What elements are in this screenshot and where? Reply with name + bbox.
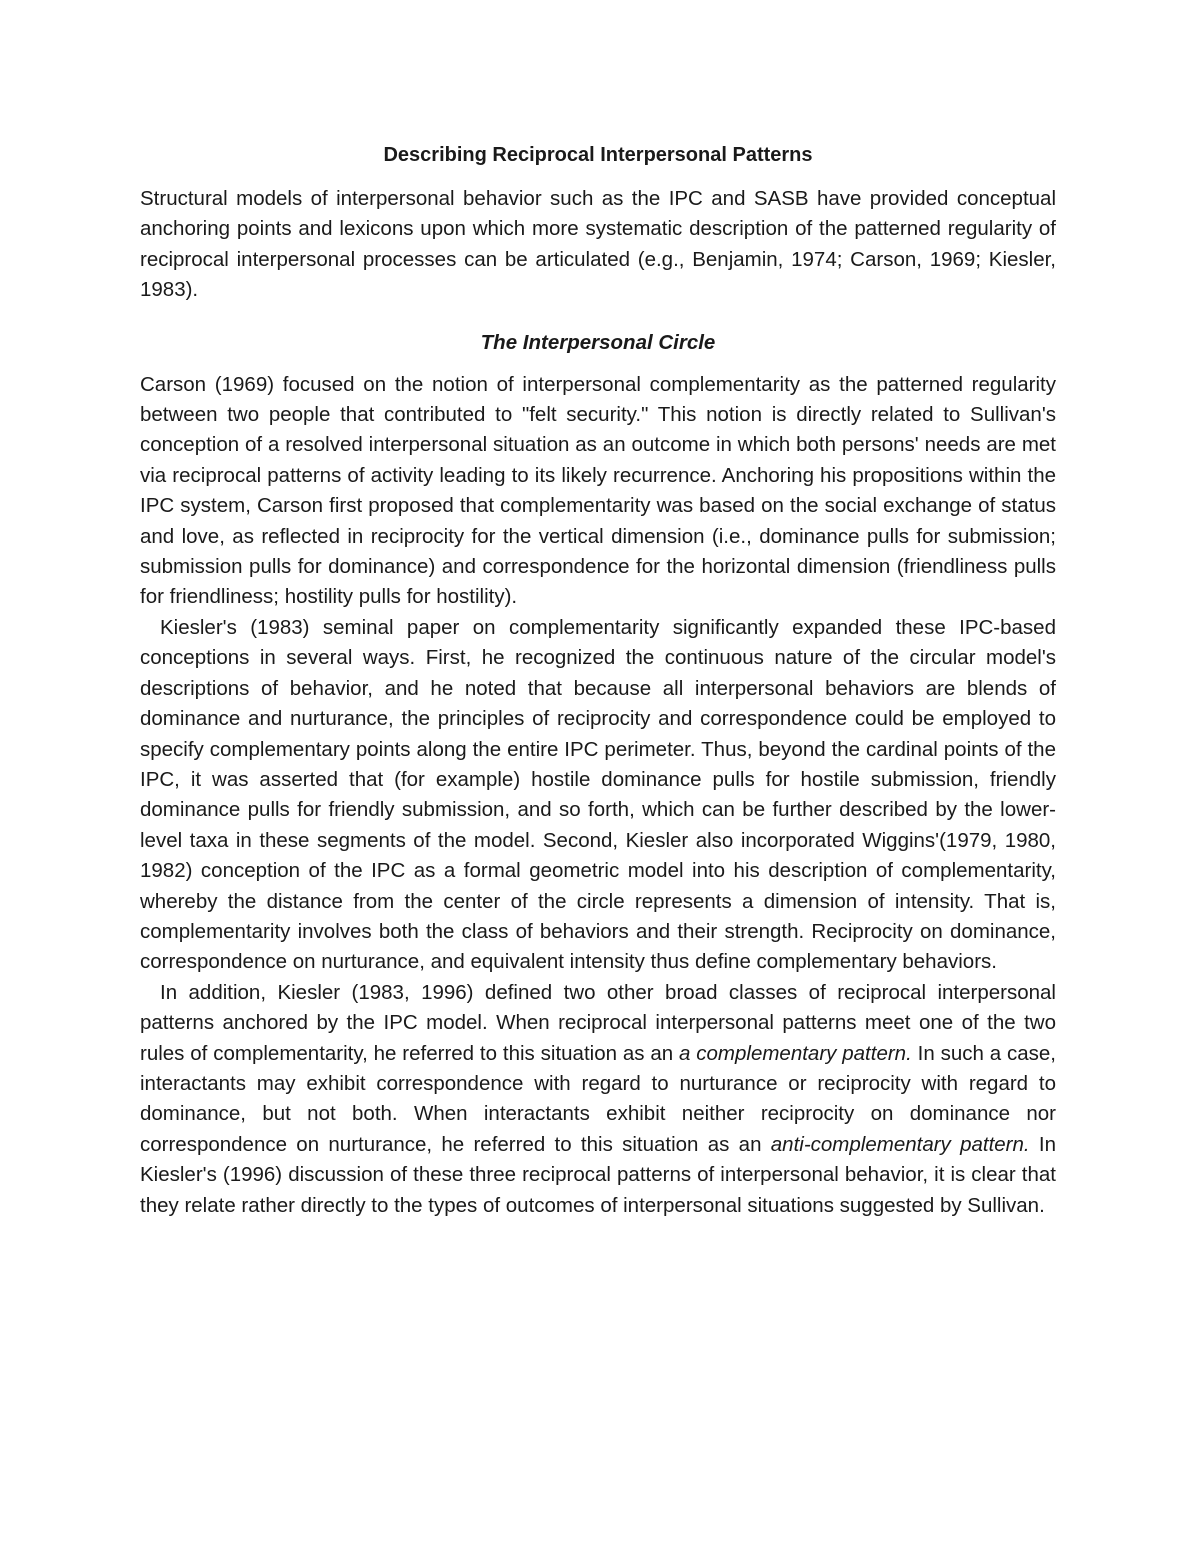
intro-paragraph: Structural models of interpersonal behavior such as the IPC and SASB have provided conceptual anchoring points and lexicons upon which more systematic description of the patterned regularity of reciprocal interpersonal processes can be articulated (e.g., Benjamin, 1974; Carson, 1969; Kiesler, 1983).: [140, 187, 1056, 302]
body-paragraph-3: [140, 978, 1056, 1221]
paragraph-3-text-3: In Kiesler's (1996) discussion of these three reciprocal patterns of interpersonal behavior, it is clear that they relate rather directly to the types of outcomes of interpersonal situations suggested by Sullivan.: [140, 1132, 1056, 1217]
document-title: Describing Reciprocal Interpersonal Patterns: [383, 144, 813, 166]
paragraph-3-text-1: In addition, Kiesler (1983, 1996) defined two other broad classes of reciprocal interpersonal patterns anchored by the IPC model. When reciprocal interpersonal patterns meet one of the two rules of complementarity, he referred to this situation as an: [140, 980, 1056, 1065]
body-paragraph-1: Carson (1969) focused on the notion of interpersonal complementarity as the patterned regularity between two people that contributed to "felt security." This notion is directly related to Sullivan's conception of a resolved interpersonal situation as an outcome in which both persons' needs are met via reciprocal patterns of activity leading to its likely recurrence. Anchoring his propositions within the IPC system, Carson first proposed that complementarity was based on the social exchange of status and love, as reflected in reciprocity for the vertical dimension (i.e., dominance pulls for submission; submission pulls for dominance) and correspondence for the horizontal dimension (friendliness pulls for friendliness; hostility pulls for hostility).: [140, 372, 1056, 609]
paragraph-3-text-2: In such a case, interactants may exhibit correspondence with regard to nurturance or reciprocity with regard to dominance, but not both. When interactants exhibit neither reciprocity on dominance nor correspondence on nurturance, he referred to this situation as an: [140, 1041, 1056, 1156]
paragraph-3-term-complementary: a complementary pattern.: [679, 1041, 912, 1065]
section-heading: The Interpersonal Circle: [480, 330, 716, 354]
document-page: [140, 140, 1056, 1221]
body-paragraph-2: Kiesler's (1983) seminal paper on complementarity significantly expanded these IPC-based conceptions in several ways. First, he recognized the continuous nature of the circular model's descriptions of behavior, and he noted that because all interpersonal behaviors are blends of dominance and nurturance, the principles of reciprocity and correspondence could be employed to specify complementary points along the entire IPC perimeter. Thus, beyond the cardinal points of the IPC, it was asserted that (for example) hostile dominance pulls for hostile submission, friendly dominance pulls for friendly submission, and so forth, which can be further described by the lower-level taxa in these segments of the model. Second, Kiesler also incorporated Wiggins'(1979, 1980, 1982) conception of the IPC as a formal geometric model into his description of complementarity, whereby the distance from the center of the circle represents a dimension of intensity. That is, complementarity involves both the class of behaviors and their strength. Reciprocity on dominance, correspondence on nurturance, and equivalent intensity thus define complementary behaviors.: [140, 615, 1056, 974]
paragraph-3-term-anti-complementary: anti-complementary pattern.: [770, 1132, 1030, 1156]
